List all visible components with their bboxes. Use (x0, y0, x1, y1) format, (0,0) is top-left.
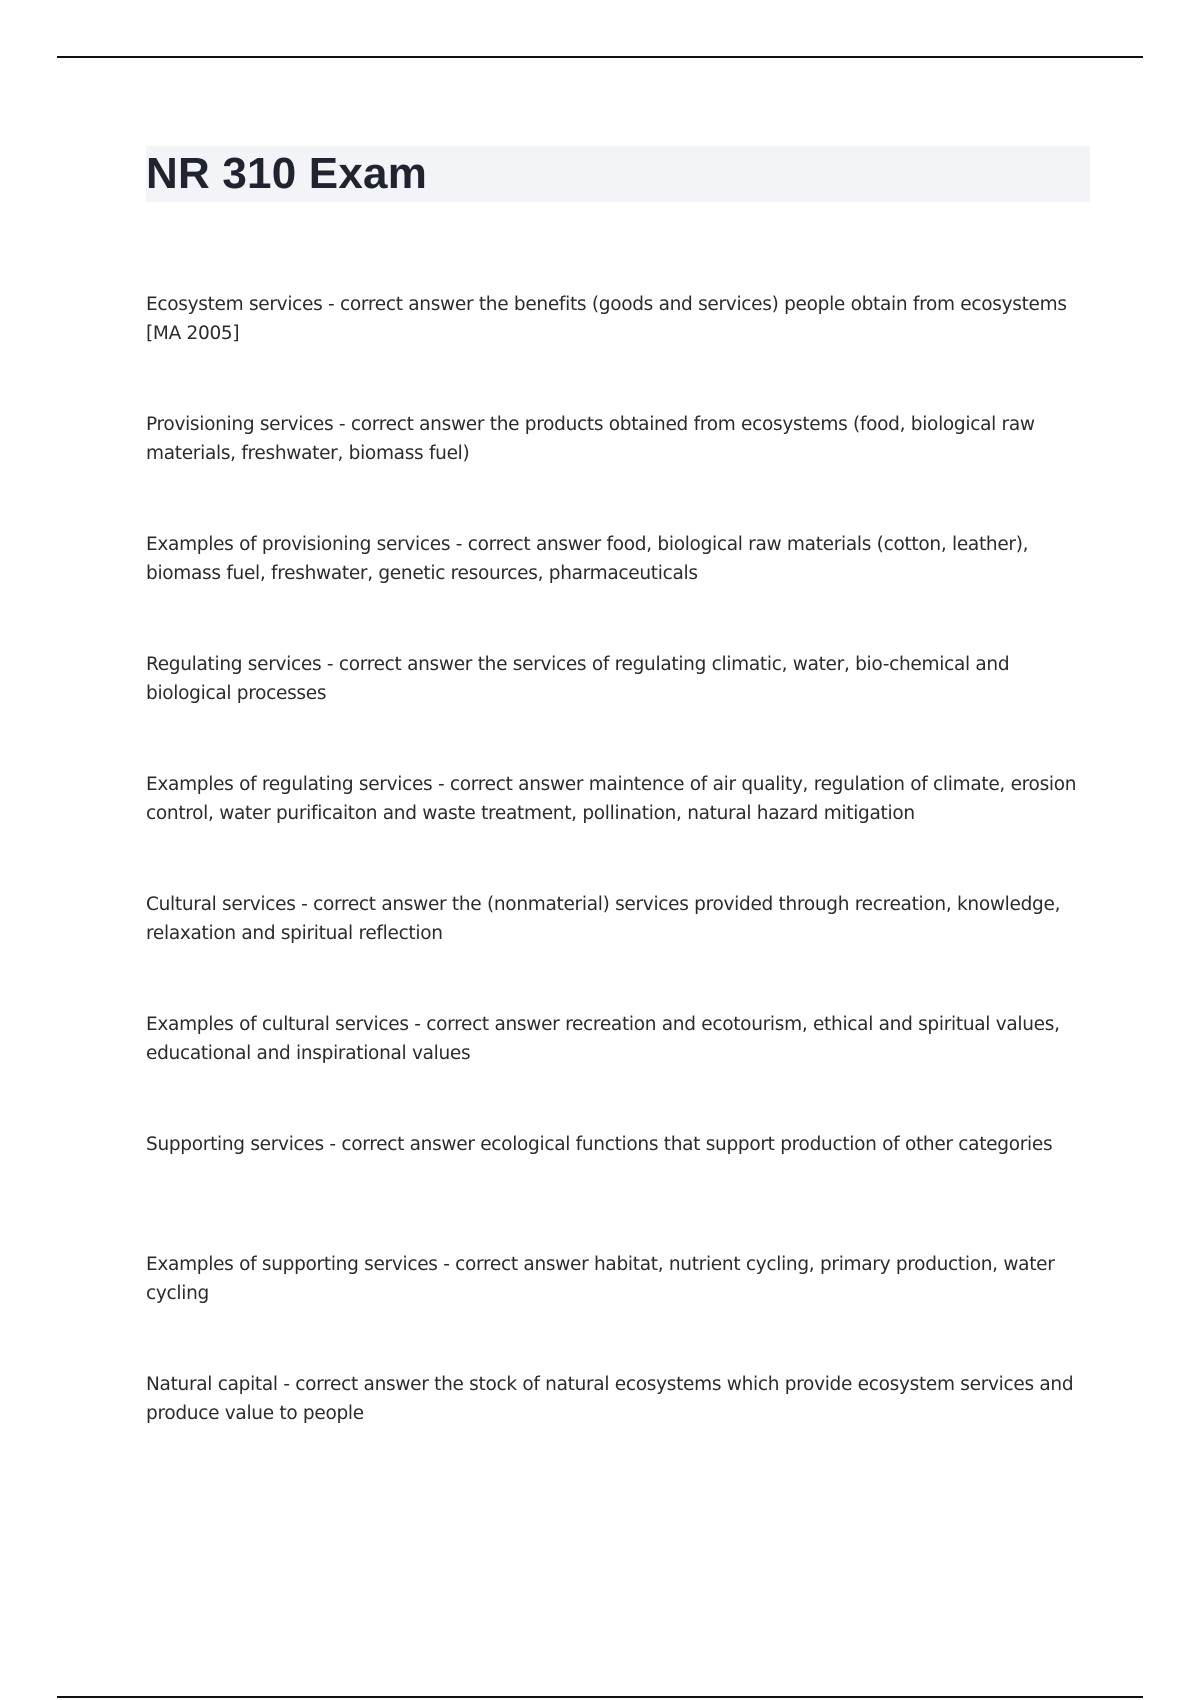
flashcard-entry: Examples of supporting services - correct answer habitat, nutrient cycling, primary production, water cycling (146, 1254, 1055, 1304)
flashcard-entry: Provisioning services - correct answer the products obtained from ecosystems (food, biological raw materials, freshwater, biomass fuel) (146, 414, 1035, 464)
flashcard-entry: Supporting services - correct answer ecological functions that support production of other categories (146, 1134, 1053, 1155)
flashcard-entry: Examples of cultural services - correct answer recreation and ecotourism, ethical and spiritual values, educational and inspirational values (146, 1014, 1060, 1064)
flashcard-entry: Examples of provisioning services - correct answer food, biological raw materials (cotton, leather), biomass fuel, freshwater, genetic resources, pharmaceuticals (146, 534, 1029, 584)
page-top-rule (57, 56, 1143, 58)
flashcard-entry: Examples of regulating services - correct answer maintence of air quality, regulation of climate, erosion control, water purificaiton and waste treatment, pollination, natural hazard mitigation (146, 774, 1077, 824)
flashcard-entry: Ecosystem services - correct answer the benefits (goods and services) people obtain from ecosystems [MA 2005] (146, 294, 1067, 344)
flashcard-entry: Cultural services - correct answer the (nonmaterial) services provided through recreation, knowledge, relaxation and spiritual reflection (146, 894, 1061, 944)
page-bottom-rule (57, 1696, 1143, 1698)
flashcard-entry: Natural capital - correct answer the stock of natural ecosystems which provide ecosystem services and produce value to people (146, 1374, 1074, 1424)
page-title: NR 310 Exam (146, 149, 428, 198)
flashcard-entry: Regulating services - correct answer the services of regulating climatic, water, bio-chemical and biological processes (146, 654, 1010, 704)
flashcard-list (146, 290, 1086, 1490)
